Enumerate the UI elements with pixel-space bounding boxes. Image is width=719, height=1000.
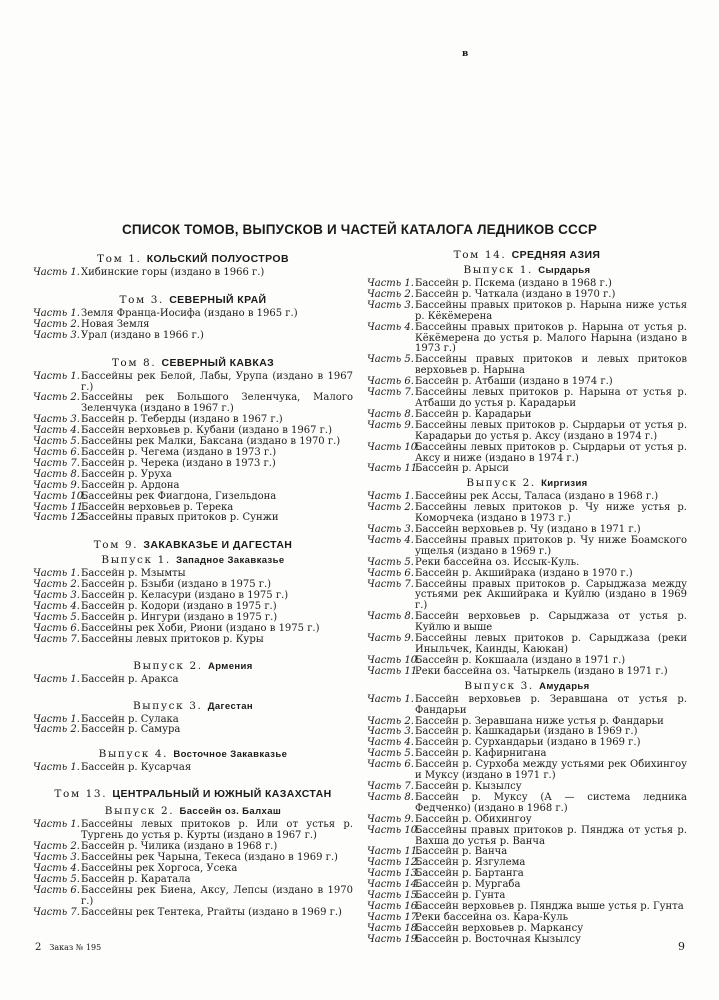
part-title: Бассейн верховьев р. Терека <box>81 501 234 513</box>
part-label: Часть 7. <box>367 387 414 399</box>
part-title: Бассейн р. Гунта <box>415 890 506 902</box>
catalog-entry <box>367 826 687 848</box>
volume-name: СЕВЕРНЫЙ КАВКАЗ <box>161 356 275 369</box>
footer-left <box>35 942 101 953</box>
issue-name: Армения <box>207 660 253 672</box>
catalog-entry <box>367 421 687 443</box>
catalog-entry <box>33 372 353 394</box>
volume-number: Том 1. <box>97 253 142 265</box>
catalog-entry <box>367 760 687 782</box>
part-label: Часть 9. <box>33 479 80 491</box>
part-label: Часть 3. <box>367 726 414 738</box>
signature-mark: 2 <box>35 942 42 953</box>
part-label: Часть 8. <box>367 791 414 803</box>
part-label: Часть 8. <box>367 611 414 623</box>
part-title: Бассейн р. Обихингоу <box>415 813 532 825</box>
part-title: Бассейн р. Аракса <box>81 673 179 685</box>
part-title: Бассейны рек Тентека, Ргайты (издано в 1969 г.) <box>81 906 342 918</box>
issue-number: Выпуск 2. <box>466 477 536 490</box>
part-title: Бассейн р. Сурхандарьи (издано в 1969 г.) <box>415 737 641 749</box>
catalog-entry <box>367 634 687 656</box>
part-title: Бассейн верховьев р. Пянджа выше устья р. Гунта <box>415 900 684 912</box>
part-label: Часть 6. <box>33 622 80 634</box>
part-title: Новая Земля <box>81 318 150 330</box>
part-label: Часть 4. <box>367 737 414 749</box>
catalog-entry <box>367 388 687 410</box>
part-label: Часть 19. <box>367 933 421 945</box>
part-title: Бассейн р. Кафирнигана <box>415 748 547 760</box>
part-title: Бассейн р. Ардона <box>81 479 180 491</box>
part-title: Земля Франца-Иосифа (издано в 1965 г.) <box>81 307 298 319</box>
part-label: Часть 6. <box>33 884 80 896</box>
catalog-entry <box>33 820 353 842</box>
issue-name: Сырдарья <box>538 265 591 276</box>
issue-number: Выпуск 1. <box>463 264 533 276</box>
part-label: Часть 9. <box>367 633 414 645</box>
issue-name: Киргизия <box>541 478 588 490</box>
catalog-entry <box>33 886 353 908</box>
part-label: Часть 3. <box>33 329 80 341</box>
part-label: Часть 10. <box>367 824 421 836</box>
part-title: Бассейны левых притоков р. Сарыджаза (реки Иныльчек, Каинды, Каюкан) <box>415 633 687 655</box>
part-title: Бассейн р. Кокшаала (издано в 1971 г.) <box>415 654 626 666</box>
volume-heading <box>33 356 353 370</box>
part-title: Реки бассейна оз. Кара-Куль <box>415 911 569 923</box>
left-column <box>33 248 353 918</box>
part-label: Часть 1. <box>367 693 414 705</box>
part-title: Бассейн верховьев р. Зеравшана от устья р. Фандарьи <box>415 693 687 716</box>
part-label: Часть 4. <box>367 534 414 546</box>
catalog-entry <box>33 908 353 919</box>
part-title: Бассейны левых притоков р. Или от устья р. Тургень до устья р. Курты (издано в 1967 г.) <box>81 819 353 842</box>
part-label: Часть 1. <box>33 370 80 382</box>
volume-name: СЕВЕРНЫЙ КРАЙ <box>169 293 267 306</box>
part-label: Часть 5. <box>33 611 80 623</box>
part-title: Бассейны левых притоков р. Сырдарьи от устья р. Аксу и ниже (издано в 1974 г.) <box>415 441 687 464</box>
volume-number: Том 8. <box>111 356 157 369</box>
part-title: Бассейн р. Муксу (А — система ледника Федченко) (издано в 1968 г.) <box>415 791 687 814</box>
part-label: Часть 5. <box>367 556 414 568</box>
volume-heading <box>33 252 353 266</box>
volume-name: ЗАКАВКАЗЬЕ И ДАГЕСТАН <box>143 539 293 552</box>
part-title: Бассейны рек Ассы, Таласа (издано в 1968 г.) <box>415 491 659 503</box>
issue-heading <box>33 805 353 818</box>
catalog-entry <box>367 815 687 826</box>
part-title: Бассейн р. Кодори (издано в 1975 г.) <box>81 601 277 613</box>
part-label: Часть 2. <box>33 724 80 736</box>
catalog-entry <box>367 536 687 558</box>
part-title: Бассейны левых притоков р. Сырдарьи от устья р. Карадарьи до устья р. Аксу (издано в 1974 г.) <box>415 419 687 442</box>
part-title: Бассейн р. Карадарьи <box>415 408 532 420</box>
part-title: Бассейн р. Кызылсу <box>415 780 522 792</box>
part-label: Часть 9. <box>367 813 414 825</box>
issue-heading <box>367 264 687 277</box>
volume-heading <box>367 248 687 262</box>
issue-number: Выпуск 4. <box>98 748 169 761</box>
catalog-entry <box>33 481 353 492</box>
volume-name: СРЕДНЯЯ АЗИЯ <box>511 249 601 261</box>
part-title: Бассейн р. Сулака <box>81 713 179 725</box>
part-label: Часть 1. <box>33 673 80 685</box>
part-label: Часть 17. <box>367 911 421 923</box>
part-label: Часть 2. <box>367 715 414 727</box>
catalog-entry <box>367 323 687 356</box>
part-label: Часть 1. <box>33 307 80 319</box>
catalog-entry <box>367 301 687 323</box>
part-title: Бассейны рек Белой, Лабы, Урупа (издано в 1967 г.) <box>81 370 353 393</box>
part-label: Часть 3. <box>367 299 414 311</box>
volume-heading <box>33 538 353 552</box>
part-title: Бассейн р. Ингури (издано в 1975 г.) <box>81 611 278 623</box>
catalog-entry <box>33 268 353 279</box>
issue-number: Выпуск 2. <box>133 659 203 672</box>
part-label: Часть 5. <box>33 436 80 448</box>
part-label: Часть 6. <box>367 567 414 579</box>
volume-heading <box>33 293 353 307</box>
part-title: Бассейн р. Атбаши (издано в 1974 г.) <box>415 376 613 388</box>
part-title: Бассейн р. Кусарчая <box>81 762 192 774</box>
part-title: Бассейны левых притоков р. Нарына от устья р. Атбаши до устья р. Карадарьи <box>415 387 687 409</box>
right-column <box>367 248 687 946</box>
part-label: Часть 7. <box>33 633 80 645</box>
order-number: Заказ № 195 <box>49 943 102 952</box>
catalog-entry <box>33 492 353 503</box>
part-label: Часть 2. <box>367 502 414 514</box>
issue-number: Выпуск 1. <box>101 554 171 567</box>
catalog-entry <box>367 695 687 717</box>
part-label: Часть 6. <box>33 446 80 458</box>
part-label: Часть 11. <box>367 665 421 677</box>
part-label: Часть 2. <box>33 841 80 853</box>
part-label: Часть 8. <box>367 408 414 420</box>
page-title: СПИСОК ТОМОВ, ВЫПУСКОВ И ЧАСТЕЙ КАТАЛОГА ЛЕДНИКОВ СССР <box>121 222 598 237</box>
part-title: Бассейн р. Мзымты <box>81 568 186 580</box>
part-title: Бассейн р. Бзыби (издано в 1975 г.) <box>81 579 272 591</box>
part-label: Часть 2. <box>33 318 80 330</box>
print-speck: в <box>462 49 469 59</box>
catalog-entry <box>33 725 353 736</box>
part-label: Часть 3. <box>367 524 414 536</box>
volume-name: КОЛЬСКИЙ ПОЛУОСТРОВ <box>146 253 289 265</box>
issue-heading <box>367 680 687 693</box>
volume-number: Том 14. <box>453 249 507 261</box>
part-title: Бассейн р. Келасури (издано в 1975 г.) <box>81 590 289 602</box>
catalog-entry <box>33 513 353 524</box>
part-label: Часть 2. <box>367 288 414 300</box>
part-title: Бассейн р. Сурхоба между устьями рек Обихингоу и Муксу (издано в 1971 г.) <box>415 759 687 782</box>
volume-number: Том 13. <box>54 788 108 801</box>
part-label: Часть 10. <box>33 490 87 502</box>
catalog-entry <box>33 763 353 774</box>
part-title: Бассейны правых притоков р. Пянджа от устья р. Вахша до устья р. Ванча <box>415 824 687 847</box>
part-title: Бассейны правых притоков р. Сунжи <box>81 512 279 524</box>
part-label: Часть 1. <box>33 819 80 831</box>
part-label: Часть 4. <box>367 321 414 333</box>
part-title: Бассейн р. Пскема (издано в 1968 г.) <box>415 278 612 289</box>
part-title: Бассейн р. Уруха <box>81 468 172 480</box>
part-title: Бассейн р. Чаткала (издано в 1970 г.) <box>415 288 616 300</box>
part-label: Часть 7. <box>33 906 80 918</box>
part-title: Бассейны левых притоков р. Куры <box>81 633 264 645</box>
volume-name: ЦЕНТРАЛЬНЫЙ И ЮЖНЫЙ КАЗАХСТАН <box>112 788 332 801</box>
part-title: Бассейны правых притоков р. Нарына ниже устья р. Кёкёмерена <box>415 299 687 322</box>
catalog-entry <box>367 569 687 580</box>
issue-heading <box>33 554 353 567</box>
part-label: Часть 10. <box>367 441 421 453</box>
catalog-entry <box>367 935 687 946</box>
part-label: Часть 3. <box>33 852 80 863</box>
part-title: Бассейн р. Арыси <box>415 463 509 475</box>
part-label: Часть 14. <box>367 879 421 891</box>
issue-name: Западное Закавказье <box>176 555 285 567</box>
part-title: Бассейн р. Бартанга <box>415 868 524 880</box>
part-label: Часть 7. <box>33 457 80 469</box>
part-title: Бассейны рек Хоргоса, Усека <box>81 862 238 874</box>
part-label: Часть 1. <box>33 713 80 725</box>
catalog-entry <box>33 635 353 646</box>
part-label: Часть 10. <box>367 654 421 666</box>
part-title: Бассейн р. Теберды (издано в 1967 г.) <box>81 414 283 426</box>
part-title: Бассейн р. Самура <box>81 724 181 736</box>
part-label: Часть 16. <box>367 900 421 912</box>
part-title: Бассейн р. Акшийрака (издано в 1970 г.) <box>415 567 633 579</box>
part-title: Реки бассейна оз. Чатыркель (издано в 1971 г.) <box>415 665 668 677</box>
part-label: Часть 1. <box>33 267 80 278</box>
part-label: Часть 1. <box>367 278 414 289</box>
part-title: Бассейны рек Биена, Аксу, Лепсы (издано в 1970 г.) <box>81 884 353 907</box>
part-title: Бассейн р. Ванча <box>415 846 508 858</box>
volume-number: Том 9. <box>93 539 139 552</box>
issue-heading <box>33 660 353 673</box>
part-label: Часть 1. <box>367 491 414 503</box>
part-title: Бассейн верховьев р. Сарыджаза от устья р. Куйлю и выше <box>415 611 687 634</box>
part-title: Урал (издано в 1966 г.) <box>81 329 204 341</box>
part-label: Часть 5. <box>367 748 414 760</box>
part-title: Бассейн р. Черека (издано в 1973 г.) <box>81 457 276 469</box>
page-number: 9 <box>678 940 685 953</box>
part-label: Часть 5. <box>33 873 80 885</box>
part-title: Бассейн р. Каратала <box>81 873 191 885</box>
catalog-entry <box>367 464 687 475</box>
part-label: Часть 5. <box>367 354 414 366</box>
catalog-entry <box>367 443 687 465</box>
part-title: Бассейн верховьев р. Маркансу <box>415 922 584 934</box>
part-title: Бассейны правых притоков р. Нарына от устья р. Кёкёмерена до устья р. Малого Нарына (издано в 1973 г.) <box>415 321 687 355</box>
part-label: Часть 1. <box>33 762 80 774</box>
volume-number: Том 3. <box>119 293 164 306</box>
part-title: Бассейны рек Чарына, Текеса (издано в 1969 г.) <box>81 852 338 863</box>
catalog-entry <box>33 331 353 342</box>
part-title: Бассейн верховьев р. Кубани (издано в 1967 г.) <box>81 425 332 437</box>
part-title: Бассейны рек Большого Зеленчука, Малого Зеленчука (издано в 1967 г.) <box>81 392 353 415</box>
catalog-entry <box>33 675 353 686</box>
catalog-entry <box>367 612 687 634</box>
part-label: Часть 2. <box>33 392 80 404</box>
issue-number: Выпуск 3. <box>464 679 534 692</box>
part-label: Часть 2. <box>33 579 80 591</box>
part-label: Часть 8. <box>33 468 80 480</box>
part-title: Бассейн р. Чилика (издано в 1968 г.) <box>81 841 278 853</box>
part-label: Часть 9. <box>367 419 414 431</box>
issue-heading <box>33 748 353 761</box>
part-title: Бассейн р. Восточная Кызылсу <box>415 933 581 945</box>
issue-heading <box>33 700 353 713</box>
catalog-entry <box>367 793 687 815</box>
part-label: Часть 4. <box>33 862 80 874</box>
issue-name: Восточное Закавказье <box>173 749 288 761</box>
part-label: Часть 3. <box>33 414 80 426</box>
part-title: Реки бассейна оз. Иссык-Куль. <box>415 556 580 568</box>
part-title: Бассейны левых притоков р. Чу ниже устья р. Коморчека (издано в 1973 г.) <box>415 502 687 525</box>
catalog-entry <box>367 667 687 678</box>
issue-number: Выпуск 3. <box>132 699 203 712</box>
part-label: Часть 6. <box>367 759 414 771</box>
part-title: Бассейн р. Мургаба <box>415 879 521 891</box>
issue-name: Амударья <box>539 680 590 692</box>
part-title: Бассейны правых притоков и левых притоков верховьев р. Нарына <box>415 354 687 377</box>
part-label: Часть 12. <box>33 512 87 524</box>
part-title: Бассейны рек Хоби, Риони (издано в 1975 г.) <box>81 622 320 634</box>
part-title: Бассейны правых притоков р. Чу ниже Боамского ущелья (издано в 1969 г.) <box>415 534 687 557</box>
part-title: Бассейны рек Фиагдона, Гизельдона <box>81 490 277 502</box>
part-title: Бассейн р. Чегема (издано в 1973 г.) <box>81 446 277 458</box>
issue-heading <box>367 477 687 490</box>
part-label: Часть 11. <box>367 846 421 858</box>
catalog-entry <box>367 503 687 525</box>
part-title: Бассейн р. Язгулема <box>415 857 526 869</box>
part-title: Хибинские горы (издано в 1966 г.) <box>81 267 265 278</box>
part-label: Часть 18. <box>367 922 421 934</box>
part-title: Бассейн р. Зеравшана ниже устья р. Фандарьи <box>415 715 664 727</box>
part-label: Часть 6. <box>367 376 414 388</box>
catalog-entry <box>33 393 353 415</box>
part-label: Часть 13. <box>367 868 421 880</box>
part-label: Часть 7. <box>367 578 414 590</box>
part-label: Часть 3. <box>33 590 80 602</box>
part-label: Часть 11. <box>367 463 421 475</box>
volume-heading <box>33 787 353 801</box>
part-label: Часть 1. <box>33 568 80 580</box>
catalog-entry <box>367 355 687 377</box>
part-title: Бассейны правых притоков р. Сарыджаза между устьями рек Акшийрака и Куйлю (издано в 1969 г.) <box>415 578 687 612</box>
part-label: Часть 15. <box>367 890 421 902</box>
issue-name: Дагестан <box>207 700 254 712</box>
catalog-entry <box>367 580 687 613</box>
part-label: Часть 4. <box>33 601 80 613</box>
part-title: Бассейн верховьев р. Чу (издано в 1971 г.) <box>415 524 641 536</box>
issue-name: Бассейн оз. Балхаш <box>179 806 282 818</box>
part-label: Часть 4. <box>33 425 80 437</box>
part-label: Часть 12. <box>367 857 421 869</box>
part-title: Бассейны рек Малки, Баксана (издано в 1970 г.) <box>81 436 341 448</box>
part-label: Часть 7. <box>367 780 414 792</box>
issue-number: Выпуск 2. <box>104 805 175 818</box>
part-label: Часть 11. <box>33 501 87 513</box>
part-title: Бассейн р. Кашкадарьи (издано в 1969 г.) <box>415 726 638 738</box>
